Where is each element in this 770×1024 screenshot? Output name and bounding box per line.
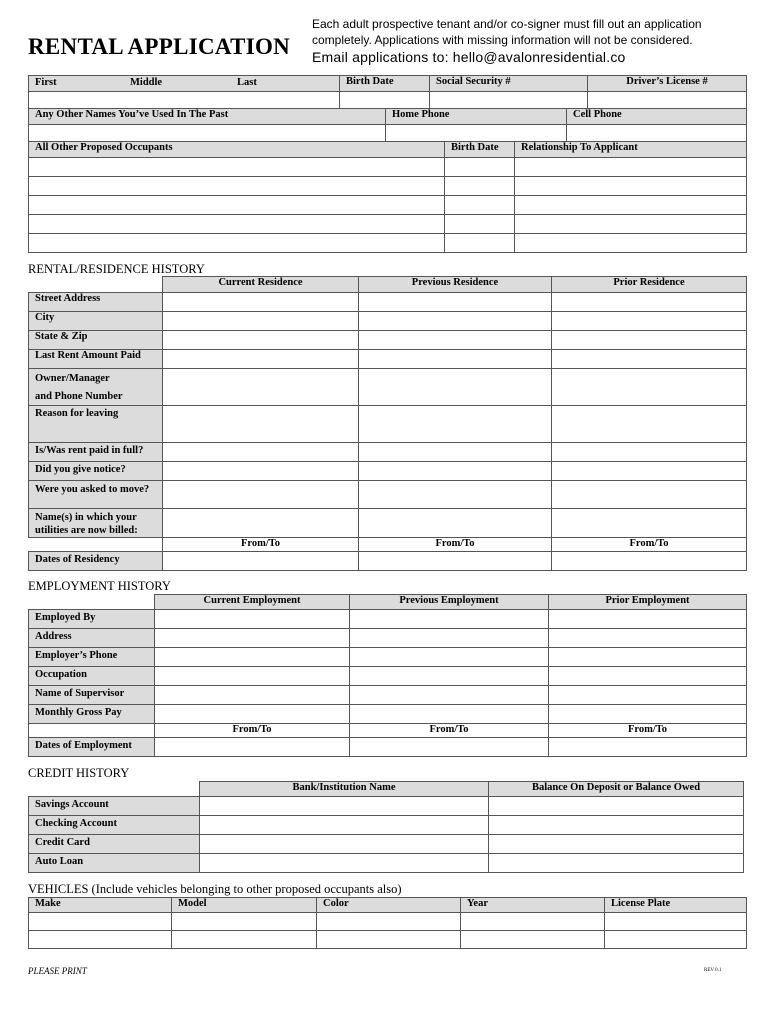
residence-field[interactable] (163, 350, 359, 369)
employment-field[interactable] (155, 738, 350, 757)
model-header: Model (172, 898, 317, 913)
occupant-name-field[interactable] (29, 196, 445, 215)
other-names-field[interactable] (29, 125, 386, 142)
intro-block (312, 16, 752, 65)
other-names-table (28, 108, 747, 142)
employment-field[interactable] (155, 648, 350, 667)
employment-field[interactable] (350, 686, 549, 705)
dates-residency-label: Dates of Residency (29, 552, 163, 571)
residence-field[interactable] (163, 443, 359, 462)
applicant-table (28, 75, 747, 109)
birth-date-label: Birth Date (340, 76, 430, 92)
from-to-label: From/To (350, 724, 549, 738)
residence-field[interactable] (552, 443, 747, 462)
residence-field[interactable] (359, 552, 552, 571)
reason-leaving-label: Reason for leaving (29, 406, 163, 443)
blank-corner (29, 595, 155, 610)
state-zip-label: State & Zip (29, 331, 163, 350)
employment-field[interactable] (155, 610, 350, 629)
asked-move-label: Were you asked to move? (29, 481, 163, 509)
relationship-label: Relationship To Applicant (515, 142, 747, 158)
previous-residence-header: Previous Residence (359, 277, 552, 293)
blank-corner (29, 782, 200, 797)
residence-field[interactable] (359, 406, 552, 443)
street-address-label: Street Address (29, 293, 163, 312)
gave-notice-label: Did you give notice? (29, 462, 163, 481)
please-print-note: PLEASE PRINT (28, 966, 87, 976)
name-label-cell (29, 76, 340, 92)
residence-field[interactable] (163, 462, 359, 481)
year-header: Year (461, 898, 605, 913)
paid-full-label: Is/Was rent paid in full? (29, 443, 163, 462)
credit-field[interactable] (200, 854, 489, 873)
vehicle-field[interactable] (605, 931, 747, 949)
credit-field[interactable] (200, 797, 489, 816)
prior-employment-header: Prior Employment (549, 595, 747, 610)
occupation-label: Occupation (29, 667, 155, 686)
vehicle-field[interactable] (317, 913, 461, 931)
residence-field[interactable] (359, 481, 552, 509)
residence-field[interactable] (359, 369, 552, 406)
residence-field[interactable] (552, 350, 747, 369)
supervisor-label: Name of Supervisor (29, 686, 155, 705)
residence-field[interactable] (163, 331, 359, 350)
checking-account-label: Checking Account (29, 816, 200, 835)
from-to-label: From/To (359, 538, 552, 552)
birth-date-field[interactable] (340, 92, 430, 109)
home-phone-label: Home Phone (386, 109, 567, 125)
previous-employment-header: Previous Employment (350, 595, 549, 610)
residence-field[interactable] (552, 509, 747, 538)
from-to-label: From/To (155, 724, 350, 738)
employer-phone-label: Employer’s Phone (29, 648, 155, 667)
credit-field[interactable] (489, 854, 744, 873)
intro-text: Each adult prospective tenant and/or co-signer must fill out an application completely. Applications with missing information will not be considered. (312, 17, 702, 47)
residence-field[interactable] (359, 312, 552, 331)
credit-history-table (28, 781, 744, 873)
gross-pay-label: Monthly Gross Pay (29, 705, 155, 724)
employment-field[interactable] (549, 667, 747, 686)
occupant-relationship-field[interactable] (515, 158, 747, 177)
vehicle-field[interactable] (461, 931, 605, 949)
employment-field[interactable] (549, 686, 747, 705)
residence-field[interactable] (163, 369, 359, 406)
residence-field[interactable] (163, 293, 359, 312)
vehicle-field[interactable] (317, 931, 461, 949)
vehicles-table (28, 897, 747, 949)
last-rent-label: Last Rent Amount Paid (29, 350, 163, 369)
email-instruction: Email applications to: hello@avalonresidential.co (312, 49, 626, 65)
residence-field[interactable] (163, 481, 359, 509)
credit-field[interactable] (489, 835, 744, 854)
employment-field[interactable] (155, 686, 350, 705)
savings-account-label: Savings Account (29, 797, 200, 816)
residence-field[interactable] (552, 481, 747, 509)
residence-field[interactable] (359, 331, 552, 350)
residence-field[interactable] (359, 293, 552, 312)
dates-employment-label: Dates of Employment (29, 738, 155, 757)
employment-field[interactable] (549, 738, 747, 757)
employment-field[interactable] (350, 629, 549, 648)
ssn-label: Social Security # (430, 76, 588, 92)
employment-field[interactable] (350, 705, 549, 724)
from-to-label: From/To (163, 538, 359, 552)
vehicle-field[interactable] (172, 913, 317, 931)
residence-field[interactable] (552, 462, 747, 481)
vehicle-field[interactable] (29, 931, 172, 949)
owner-phone-label-line: and Phone Number (35, 391, 123, 402)
license-field[interactable] (588, 92, 747, 109)
occupant-relationship-field[interactable] (515, 196, 747, 215)
license-plate-header: License Plate (605, 898, 747, 913)
vehicle-field[interactable] (172, 931, 317, 949)
residence-field[interactable] (552, 369, 747, 406)
occupant-birth-date-label: Birth Date (445, 142, 515, 158)
other-names-label: Any Other Names You’ve Used In The Past (29, 109, 386, 125)
occupants-label: All Other Proposed Occupants (29, 142, 445, 158)
rental-history-heading: RENTAL/RESIDENCE HISTORY (28, 262, 205, 276)
occupant-relationship-field[interactable] (515, 215, 747, 234)
employment-field[interactable] (549, 648, 747, 667)
first-name-label: First (35, 77, 57, 88)
residence-field[interactable] (163, 552, 359, 571)
rental-history-table (28, 276, 747, 571)
occupant-birth-field[interactable] (445, 215, 515, 234)
vehicles-heading: VEHICLES (Include vehicles belonging to other proposed occupants also) (28, 882, 402, 896)
occupant-relationship-field[interactable] (515, 177, 747, 196)
residence-field[interactable] (163, 406, 359, 443)
owner-label-line: Owner/Manager (35, 373, 110, 384)
occupant-birth-field[interactable] (445, 158, 515, 177)
city-label: City (29, 312, 163, 331)
credit-history-heading: CREDIT HISTORY (28, 766, 130, 780)
from-to-label: From/To (549, 724, 747, 738)
occupant-name-field[interactable] (29, 158, 445, 177)
last-name-label: Last (237, 77, 257, 88)
auto-loan-label: Auto Loan (29, 854, 200, 873)
employment-field[interactable] (155, 629, 350, 648)
blank-cell (29, 724, 155, 738)
utilities-label: Name(s) in which your utilities are now billed: (29, 509, 163, 538)
owner-manager-label (29, 369, 163, 406)
employed-by-label: Employed By (29, 610, 155, 629)
make-header: Make (29, 898, 172, 913)
occupant-relationship-field[interactable] (515, 234, 747, 253)
current-residence-header: Current Residence (163, 277, 359, 293)
vehicle-field[interactable] (461, 913, 605, 931)
employment-field[interactable] (350, 648, 549, 667)
blank-corner (29, 277, 163, 293)
credit-field[interactable] (489, 816, 744, 835)
occupants-table (28, 141, 747, 253)
residence-field[interactable] (552, 406, 747, 443)
occupant-name-field[interactable] (29, 234, 445, 253)
credit-field[interactable] (200, 835, 489, 854)
credit-field[interactable] (200, 816, 489, 835)
employment-history-heading: EMPLOYMENT HISTORY (28, 579, 171, 593)
current-employment-header: Current Employment (155, 595, 350, 610)
color-header: Color (317, 898, 461, 913)
employment-field[interactable] (350, 738, 549, 757)
cell-phone-label: Cell Phone (567, 109, 747, 125)
home-phone-field[interactable] (386, 125, 567, 142)
from-to-label: From/To (552, 538, 747, 552)
occupant-name-field[interactable] (29, 177, 445, 196)
employment-field[interactable] (549, 610, 747, 629)
employment-field[interactable] (155, 667, 350, 686)
vehicle-field[interactable] (29, 913, 172, 931)
credit-card-label: Credit Card (29, 835, 200, 854)
residence-field[interactable] (552, 312, 747, 331)
residence-field[interactable] (163, 312, 359, 331)
middle-name-label: Middle (130, 77, 163, 88)
residence-field[interactable] (359, 509, 552, 538)
balance-header: Balance On Deposit or Balance Owed (489, 782, 744, 797)
residence-field[interactable] (359, 350, 552, 369)
cell-phone-field[interactable] (567, 125, 747, 142)
employer-address-label: Address (29, 629, 155, 648)
employment-field[interactable] (350, 667, 549, 686)
credit-field[interactable] (489, 797, 744, 816)
page-title: RENTAL APPLICATION (28, 34, 291, 59)
residence-field[interactable] (163, 509, 359, 538)
employment-history-table (28, 594, 747, 757)
license-label: Driver’s License # (588, 76, 747, 92)
employment-field[interactable] (549, 629, 747, 648)
occupant-birth-field[interactable] (445, 177, 515, 196)
residence-field[interactable] (552, 331, 747, 350)
occupant-birth-field[interactable] (445, 234, 515, 253)
occupant-name-field[interactable] (29, 215, 445, 234)
residence-field[interactable] (359, 462, 552, 481)
blank-cell (29, 538, 163, 552)
name-field[interactable] (29, 92, 340, 109)
bank-name-header: Bank/Institution Name (200, 782, 489, 797)
employment-field[interactable] (350, 610, 549, 629)
occupant-birth-field[interactable] (445, 196, 515, 215)
prior-residence-header: Prior Residence (552, 277, 747, 293)
residence-field[interactable] (359, 443, 552, 462)
revision-mark: REV 0.1 (704, 968, 722, 973)
residence-field[interactable] (552, 293, 747, 312)
employment-field[interactable] (549, 705, 747, 724)
employment-field[interactable] (155, 705, 350, 724)
residence-field[interactable] (552, 552, 747, 571)
vehicle-field[interactable] (605, 913, 747, 931)
ssn-field[interactable] (430, 92, 588, 109)
